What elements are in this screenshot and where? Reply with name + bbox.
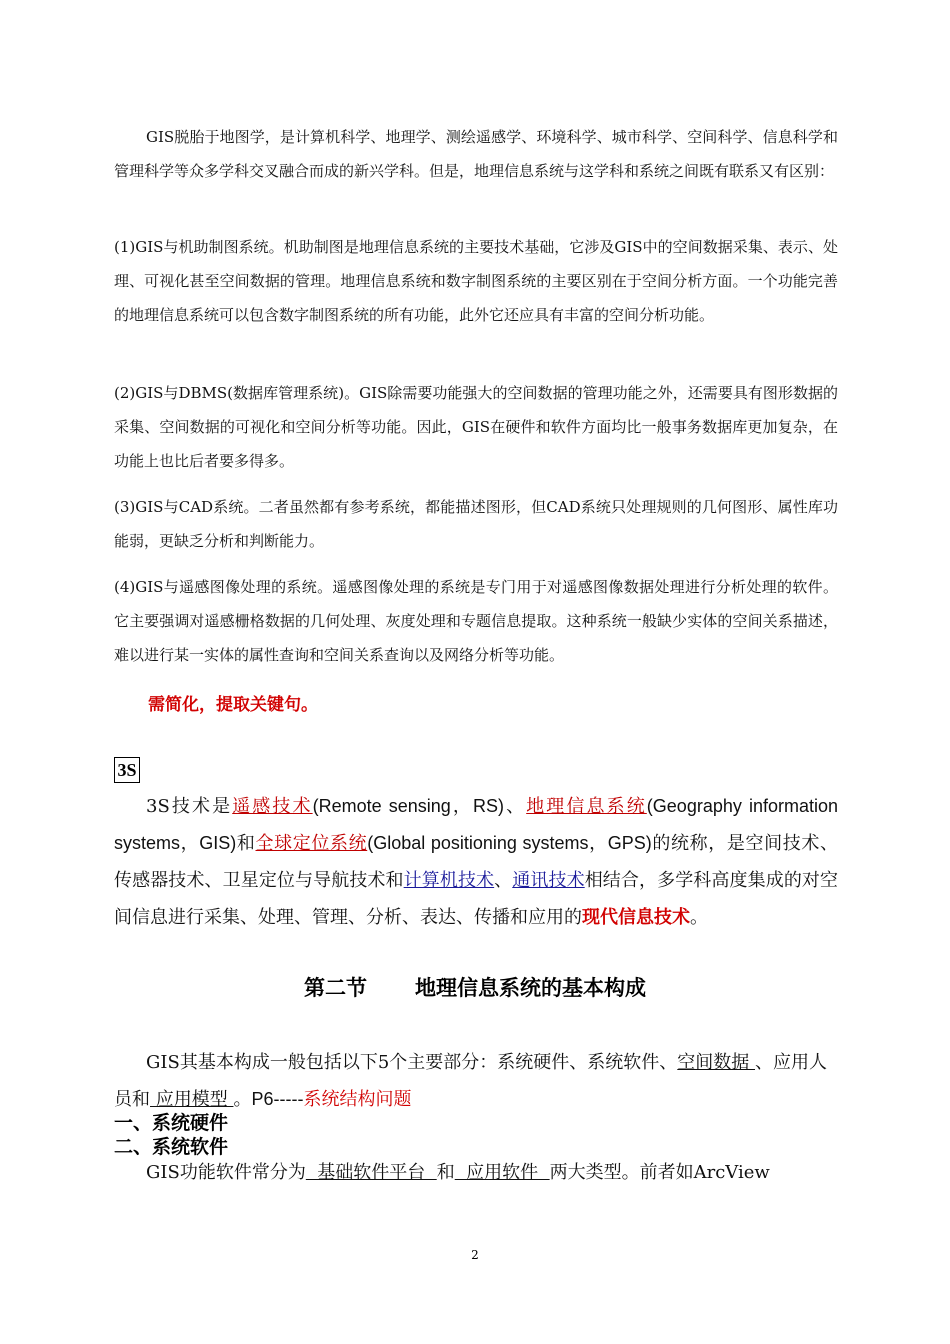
gps-link[interactable]: 全球定位系统 bbox=[255, 833, 368, 854]
software-text-1: GIS功能软件常分为 bbox=[146, 1162, 306, 1183]
spatial-data-blank: 空间数据 bbox=[677, 1052, 756, 1073]
composition-text-2: 、应用人员和 bbox=[114, 1052, 828, 1110]
heading-software: 二、系统软件 bbox=[114, 1137, 229, 1158]
computer-tech-link[interactable]: 计算机技术 bbox=[403, 870, 495, 891]
3s-text-7: 。 bbox=[690, 907, 708, 928]
3s-text-4: (Global positioning systems，GPS)的统称，是空间技术、传感器技术、卫星定位与导航技术和 bbox=[114, 833, 838, 890]
modern-info-tech: 现代信息技术 bbox=[582, 907, 690, 928]
comm-tech-link[interactable]: 通讯技术 bbox=[512, 870, 585, 891]
structure-question: 系统结构问题 bbox=[303, 1089, 412, 1110]
item-4-paragraph: (4)GIS与遥感图像处理的系统。遥感图像处理的系统是专门用于对遥感图像数据处理进行分析处理的软件。它主要强调对遥感栅格数据的几何处理、灰度处理和专题信息提取。这种系统一般缺少实体的空间关系描述，难以进行某一实体的属性查询和空间关系查询以及网络分析等功能。 bbox=[114, 578, 838, 664]
section-heading bbox=[0, 972, 950, 1002]
heading-hardware: 一、系统硬件 bbox=[114, 1113, 229, 1134]
composition-paragraph bbox=[114, 1044, 838, 1118]
3s-box-label: 3S bbox=[114, 757, 140, 783]
item-3-paragraph: (3)GIS与CAD系统。二者虽然都有参考系统，都能描述图形，但CAD系统只处理规则的几何图形、属性库功能弱，更缺乏分析和判断能力。 bbox=[114, 498, 838, 550]
3s-text-6: 相结合，多学科高度集成的对空间信息进行采集、处理、管理、分析、表达、传播和应用的 bbox=[114, 870, 839, 928]
3s-text-3: (Geography information systems，GIS)和 bbox=[114, 796, 838, 853]
app-software-blank: 应用软件 bbox=[454, 1162, 550, 1183]
3s-paragraph bbox=[114, 788, 838, 936]
section-number: 第二节 bbox=[304, 977, 367, 1000]
base-platform-blank: 基础软件平台 bbox=[305, 1162, 437, 1183]
rs-link[interactable]: 遥感技术 bbox=[232, 796, 313, 817]
software-text-2: 和 bbox=[436, 1162, 455, 1183]
item-2-paragraph: (2)GIS与DBMS(数据库管理系统)。GIS除需要功能强大的空间数据的管理功能之外，还需要具有图形数据的采集、空间数据的可视化和空间分析等功能。因此，GIS在硬件和软件方面均比一般事务数据库更加复杂，在功能上也比后者要多得多。 bbox=[114, 384, 838, 470]
composition-text-3: 。P6----- bbox=[233, 1089, 304, 1109]
software-paragraph bbox=[114, 1154, 838, 1191]
item-1-paragraph: (1)GIS与机助制图系统。机助制图是地理信息系统的主要技术基础，它涉及GIS中的空间数据采集、表示、处理、可视化甚至空间数据的管理。地理信息系统和数字制图系统的主要区别在于空间分析方面。一个功能完善的地理信息系统可以包含数字制图系统的所有功能，此外它还应具有丰富的空间分析功能。 bbox=[114, 238, 838, 324]
3s-text-5: 、 bbox=[494, 870, 513, 891]
3s-text-1: 3S技术是 bbox=[146, 796, 233, 817]
gis-link[interactable]: 地理信息系统 bbox=[526, 796, 647, 817]
3s-text-2: (Remote sensing，RS)、 bbox=[312, 796, 527, 816]
composition-text-1: GIS其基本构成一般包括以下5个主要部分：系统硬件、系统软件、 bbox=[146, 1052, 678, 1073]
revision-note: 需简化，提取关键句。 bbox=[148, 695, 318, 714]
section-title: 地理信息系统的基本构成 bbox=[415, 977, 646, 1000]
intro-paragraph: GIS脱胎于地图学，是计算机科学、地理学、测绘遥感学、环境科学、城市科学、空间科学、信息科学和管理科学等众多学科交叉融合而成的新兴学科。但是，地理信息系统与这学科和系统之间既有联系又有区别： bbox=[114, 128, 838, 180]
software-text-3: 两大类型。前者如ArcView bbox=[549, 1162, 770, 1183]
app-model-blank: 应用模型 bbox=[150, 1089, 234, 1110]
page-number: 2 bbox=[471, 1248, 479, 1262]
